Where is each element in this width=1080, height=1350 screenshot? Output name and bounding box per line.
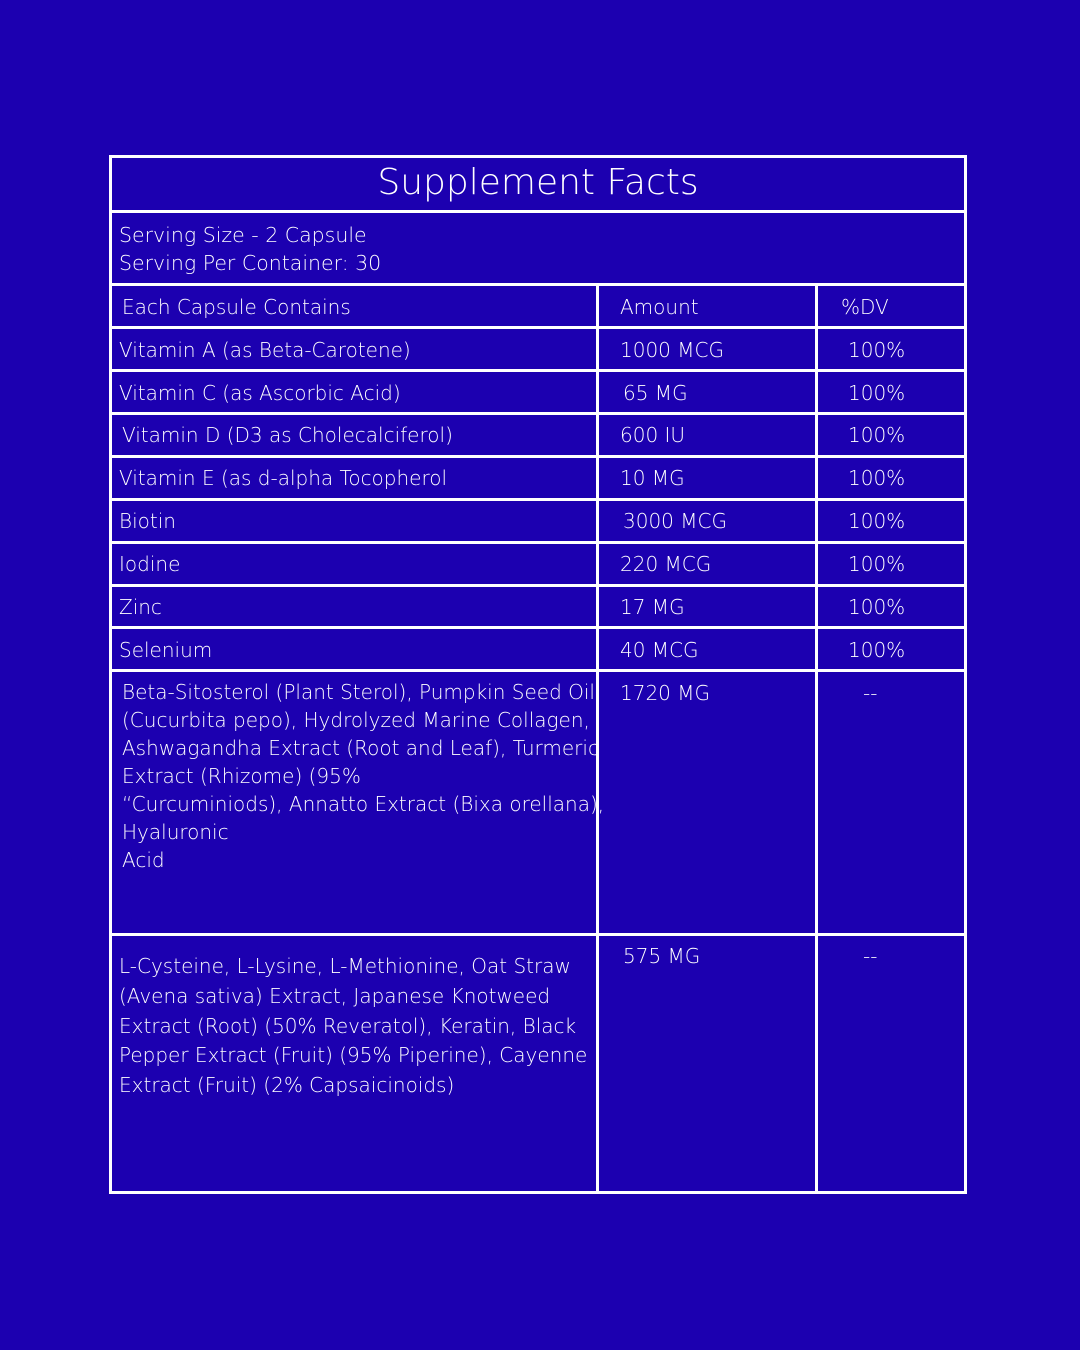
blend-1-line: Beta-Sitosterol (Plant Sterol), Pumpkin Seed Oil [122, 680, 595, 704]
row-name: Vitamin D (D3 as Cholecalciferol) [122, 423, 453, 447]
row-divider [112, 669, 967, 672]
row-dv: 100% [848, 338, 906, 362]
blend-1-line: “Curcuminiods), Annatto Extract (Bixa orellana), [122, 792, 605, 816]
row-name: Vitamin A (as Beta-Carotene) [119, 338, 411, 362]
row-amount: 65 MG [623, 381, 688, 405]
row-dv: 100% [848, 638, 906, 662]
blend-2-line: (Avena sativa) Extract, Japanese Knotweed [119, 983, 551, 1008]
row-divider [112, 584, 967, 587]
blend-1-line: Ashwagandha Extract (Root and Leaf), Turmeric [122, 736, 599, 760]
blend-2-line: Extract (Fruit) (2% Capsaicinoids) [119, 1073, 455, 1098]
blend-2-dv: -- [863, 944, 878, 968]
row-amount: 600 IU [620, 423, 686, 447]
blend-2-line: Pepper Extract (Fruit) (95% Piperine), Cayenne [119, 1043, 588, 1068]
row-dv: 100% [848, 423, 906, 447]
row-name: Iodine [119, 552, 181, 576]
column-divider-2 [815, 286, 818, 1194]
blend-1-line: Acid [122, 848, 165, 872]
serving-info [112, 213, 964, 286]
row-name: Biotin [119, 509, 176, 533]
row-dv: 100% [848, 509, 906, 533]
blend-1-dv: -- [863, 681, 878, 705]
row-divider [112, 498, 964, 501]
row-dv: 100% [848, 381, 906, 405]
servings-per-container: Serving Per Container: 30 [119, 251, 382, 275]
row-amount: 17 MG [620, 595, 685, 619]
row-amount: 220 MCG [620, 552, 712, 576]
row-name: Selenium [119, 638, 213, 662]
row-name: Vitamin E (as d-alpha Tocopherol [119, 466, 448, 490]
row-divider [112, 369, 964, 372]
header-amount: Amount [620, 295, 699, 319]
panel-title: Supplement Facts [112, 158, 964, 213]
row-dv: 100% [848, 595, 906, 619]
row-divider [112, 412, 964, 415]
blend-2-ingredients [119, 952, 587, 1101]
header-dv: %DV [841, 295, 889, 319]
row-amount: 40 MCG [620, 638, 699, 662]
serving-size: Serving Size - 2 Capsule [119, 223, 367, 247]
row-divider [112, 455, 967, 458]
row-divider [112, 933, 967, 936]
row-dv: 100% [848, 552, 906, 576]
row-divider [112, 326, 967, 329]
row-amount: 1000 MCG [620, 338, 724, 362]
blend-1-line: Hyaluronic [122, 820, 229, 844]
row-amount: 3000 MCG [623, 509, 727, 533]
row-name: Zinc [119, 595, 162, 619]
row-amount: 10 MG [620, 466, 685, 490]
blend-2-line: Extract (Root) (50% Reveratol), Keratin, Black [119, 1013, 577, 1038]
row-name: Vitamin C (as Ascorbic Acid) [119, 381, 401, 405]
blend-1-amount: 1720 MG [620, 681, 711, 705]
supplement-facts-panel [109, 155, 967, 1194]
blend-1-line: Extract (Rhizome) (95% [122, 764, 361, 788]
header-ingredient: Each Capsule Contains [122, 295, 351, 319]
row-dv: 100% [848, 466, 906, 490]
blend-2-amount: 575 MG [623, 944, 701, 968]
row-divider [112, 541, 967, 544]
row-divider [112, 626, 967, 629]
blend-1-ingredients [122, 678, 604, 874]
blend-1-line: (Cucurbita pepo), Hydrolyzed Marine Collagen, [122, 708, 590, 732]
blend-2-line: L-Cysteine, L-Lysine, L-Methionine, Oat Straw [119, 954, 571, 978]
